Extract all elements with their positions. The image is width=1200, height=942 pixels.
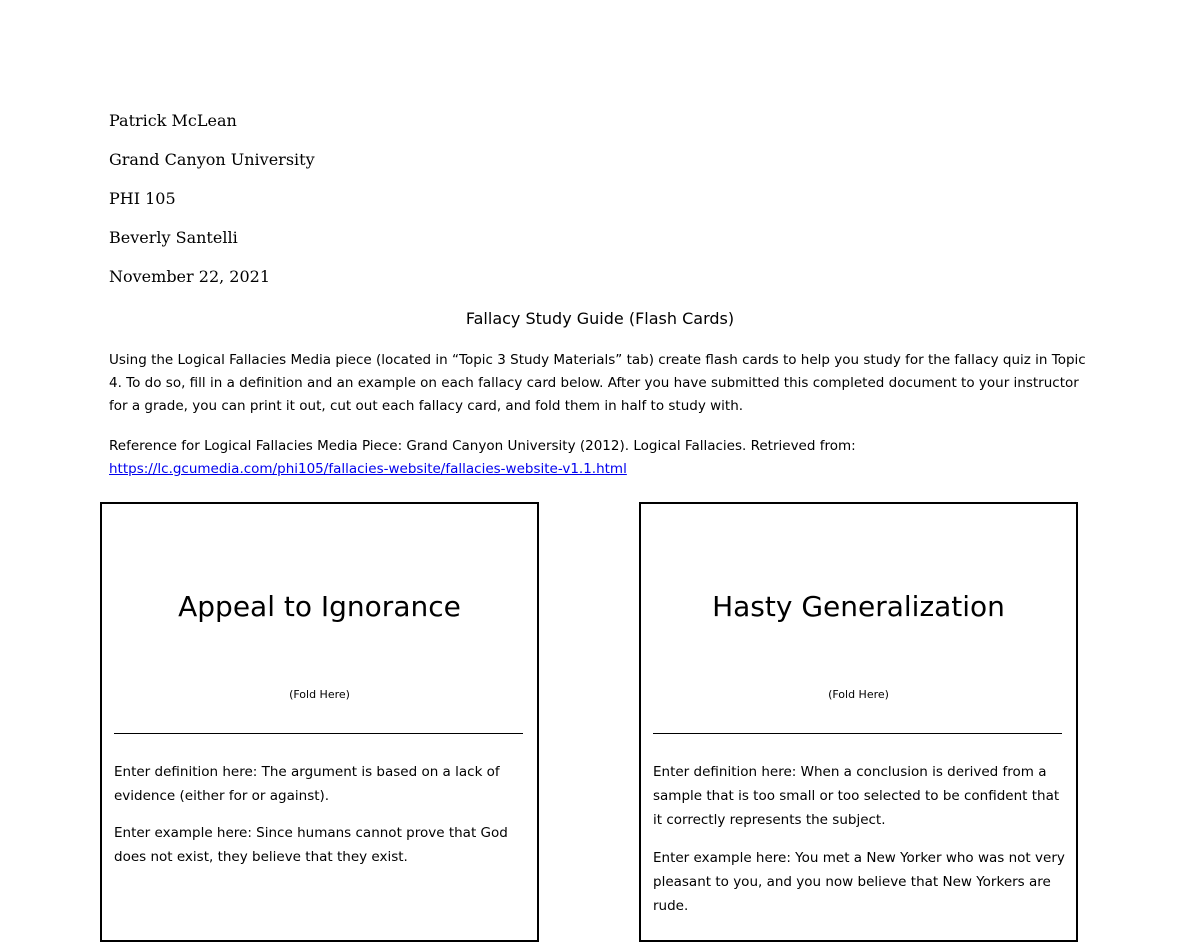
card-example: Enter example here: Since humans cannot prove that God does not exist, they believe that they exist. (114, 825, 508, 865)
card-definition: Enter definition here: When a conclusion is derived from a sample that is too small or too selected to be confident that it correctly represents the subject. (653, 764, 1060, 828)
card-example: Enter example here: You met a New Yorker who was not very pleasant to you, and you now believe that New Yorkers are rude. (653, 850, 1065, 914)
card-definition: Enter definition here: The argument is based on a lack of evidence (either for or against). (114, 764, 500, 804)
fold-line (653, 733, 1062, 734)
flash-card-appeal-to-ignorance (100, 502, 539, 942)
author-name: Patrick McLean (109, 111, 237, 130)
reference-block (109, 435, 1089, 481)
card-title: Hasty Generalization (712, 590, 1005, 623)
instructor-name: Beverly Santelli (109, 228, 238, 247)
reference-label: Reference for Logical Fallacies Media Piece: Grand Canyon University (2012). Logical Fallacies. Retrieved from: (109, 438, 856, 454)
card-title: Appeal to Ignorance (178, 590, 461, 623)
fold-label: (Fold Here) (289, 688, 350, 701)
fold-label: (Fold Here) (828, 688, 889, 701)
document-title: Fallacy Study Guide (Flash Cards) (465, 309, 735, 328)
course-code: PHI 105 (109, 189, 176, 208)
reference-link[interactable]: https://lc.gcumedia.com/phi105/fallacies-website/fallacies-website-v1.1.html (109, 461, 627, 477)
document-date: November 22, 2021 (109, 267, 271, 286)
university-name: Grand Canyon University (109, 150, 315, 169)
fold-line (114, 733, 523, 734)
flash-card-hasty-generalization (639, 502, 1078, 942)
instructions-paragraph: Using the Logical Fallacies Media piece (located in “Topic 3 Study Materials” tab) create flash cards to help you study for the fallacy quiz in Topic 4. To do so, fill in a definition and an example on each fallacy card below. After you have submitted this completed document to your instructor for a grade, you can print it out, cut out each fallacy card, and fold them in half to study with. (109, 352, 1086, 414)
